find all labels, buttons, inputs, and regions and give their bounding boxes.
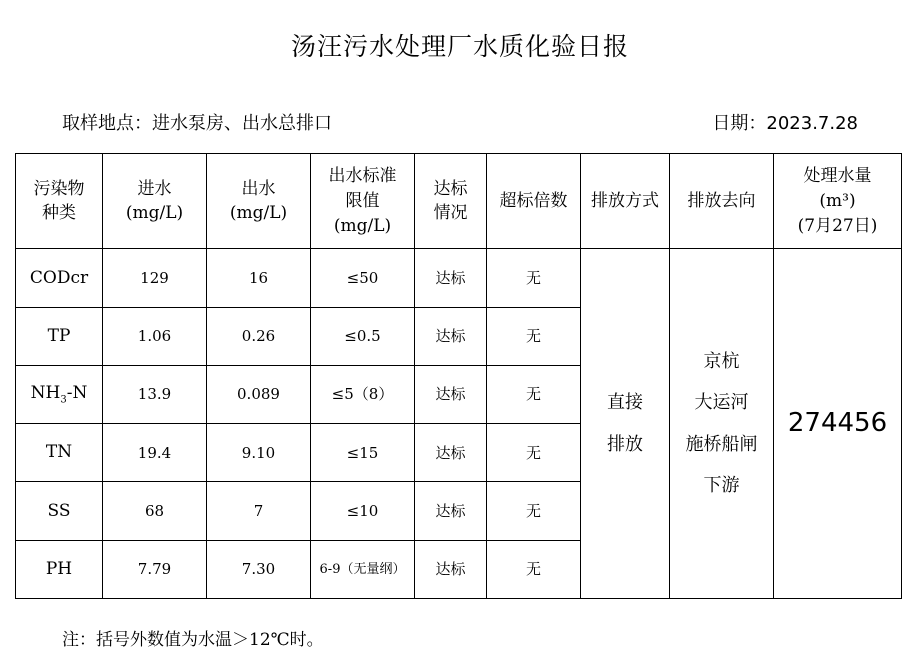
header-inflow: 进水 (mg/L) <box>103 154 207 249</box>
outflow-value: 0.26 <box>207 307 311 365</box>
header-status: 达标 情况 <box>415 154 487 249</box>
outflow-value: 7 <box>207 482 311 540</box>
inflow-value: 129 <box>103 249 207 307</box>
pollutant-name: TP <box>16 307 103 365</box>
status-value: 达标 <box>415 249 487 307</box>
inflow-value: 1.06 <box>103 307 207 365</box>
exceed-value: 无 <box>487 249 581 307</box>
exceed-value: 无 <box>487 424 581 482</box>
exceed-value: 无 <box>487 482 581 540</box>
header-pollutant: 污染物 种类 <box>16 154 103 249</box>
outflow-value: 7.30 <box>207 540 311 598</box>
inflow-value: 7.79 <box>103 540 207 598</box>
inflow-value: 13.9 <box>103 365 207 423</box>
limit-value: 6-9（无量纲） <box>311 540 415 598</box>
status-value: 达标 <box>415 307 487 365</box>
limit-value: ≤0.5 <box>311 307 415 365</box>
limit-value: ≤10 <box>311 482 415 540</box>
header-discharge-mode: 排放方式 <box>581 154 670 249</box>
outflow-value: 0.089 <box>207 365 311 423</box>
table-row <box>16 249 902 307</box>
header-outflow: 出水 (mg/L) <box>207 154 311 249</box>
limit-value: ≤15 <box>311 424 415 482</box>
header-limit: 出水标准 限值 (mg/L) <box>311 154 415 249</box>
outflow-value: 9.10 <box>207 424 311 482</box>
footnote: 注：括号外数值为水温＞12℃时。 <box>62 630 324 650</box>
limit-value: ≤5（8） <box>311 365 415 423</box>
inflow-value: 68 <box>103 482 207 540</box>
header-exceed: 超标倍数 <box>487 154 581 249</box>
limit-value: ≤50 <box>311 249 415 307</box>
header-discharge-dest: 排放去向 <box>670 154 774 249</box>
discharge-mode-cell: 直接 排放 <box>581 249 670 599</box>
pollutant-name: CODcr <box>16 249 103 307</box>
exceed-value: 无 <box>487 307 581 365</box>
treated-volume-cell: 274456 <box>774 249 902 599</box>
exceed-value: 无 <box>487 365 581 423</box>
pollutant-name: PH <box>16 540 103 598</box>
report-date: 日期：2023.7.28 <box>712 113 858 134</box>
table-header-row <box>16 154 902 249</box>
sample-location: 取样地点：进水泵房、出水总排口 <box>62 113 332 134</box>
inflow-value: 19.4 <box>103 424 207 482</box>
water-quality-table <box>15 153 902 599</box>
status-value: 达标 <box>415 540 487 598</box>
exceed-value: 无 <box>487 540 581 598</box>
status-value: 达标 <box>415 365 487 423</box>
outflow-value: 16 <box>207 249 311 307</box>
pollutant-name: $NH_3-N$ <box>16 365 103 423</box>
status-value: 达标 <box>415 424 487 482</box>
discharge-dest-cell: 京杭 大运河 施桥船闸 下游 <box>670 249 774 599</box>
status-value: 达标 <box>415 482 487 540</box>
pollutant-name: TN <box>16 424 103 482</box>
pollutant-name: SS <box>16 482 103 540</box>
report-title: 汤汪污水处理厂水质化验日报 <box>290 32 629 61</box>
header-volume: 处理水量 (m³) (7月27日) <box>774 154 902 249</box>
